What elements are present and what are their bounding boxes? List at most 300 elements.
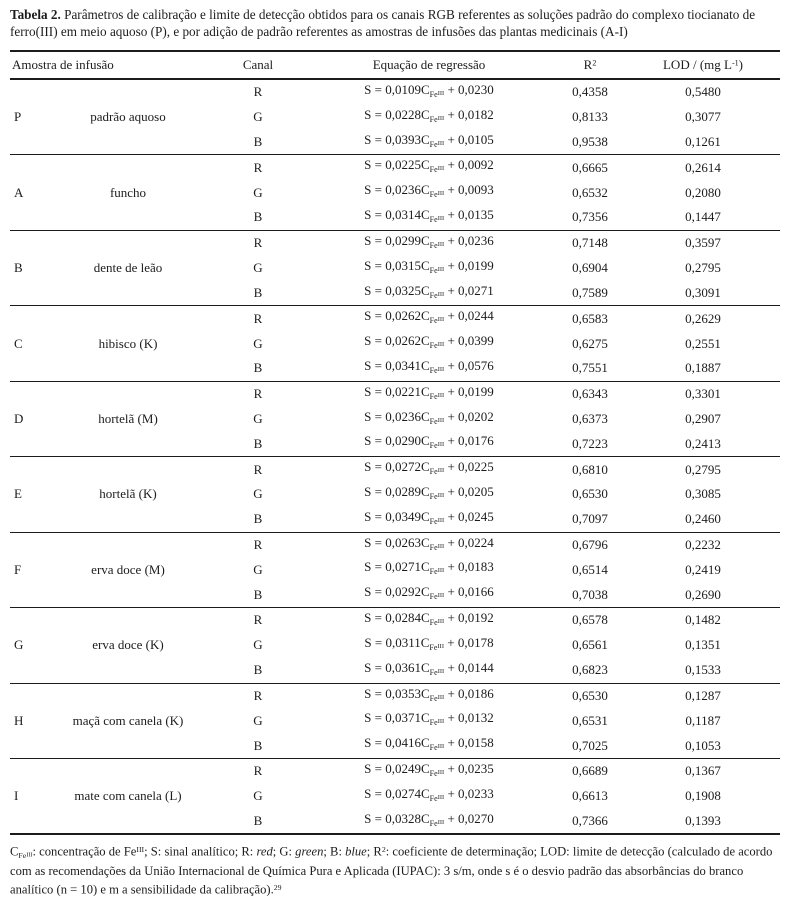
text-segment: III bbox=[437, 265, 445, 273]
text-segment: C bbox=[420, 484, 430, 499]
r2-cell: 0,7551 bbox=[572, 360, 608, 376]
equation-cell bbox=[304, 733, 554, 758]
sample-letter: I bbox=[10, 758, 44, 834]
text-segment: R bbox=[583, 57, 593, 72]
text-segment: III bbox=[437, 768, 445, 776]
text-segment: + 0,0176 bbox=[444, 433, 494, 449]
text-segment: C bbox=[420, 559, 430, 575]
table-header bbox=[10, 51, 780, 79]
equation-cell bbox=[304, 230, 554, 255]
text-segment: S = 0,0284 bbox=[364, 610, 421, 626]
calibration-table bbox=[10, 50, 780, 835]
lod-cell: 0,2795 bbox=[626, 457, 780, 482]
lod-cell: 0,1908 bbox=[685, 788, 721, 804]
text-segment: Fe bbox=[429, 617, 438, 627]
text-segment: + 0,0205 bbox=[444, 484, 494, 499]
lod-cell: 0,3085 bbox=[685, 486, 721, 502]
equation-cell bbox=[304, 582, 554, 607]
table-row bbox=[10, 608, 780, 633]
text-segment: + 0,0245 bbox=[444, 508, 494, 524]
text-segment: III bbox=[437, 542, 445, 550]
text-segment: Fe bbox=[429, 768, 438, 778]
r2-cell: 0,6561 bbox=[572, 637, 608, 653]
text-segment: + 0,0199 bbox=[444, 257, 494, 273]
lod-cell: 0,2080 bbox=[685, 184, 721, 200]
text-segment: Fe bbox=[429, 567, 438, 577]
text-segment: + 0,0233 bbox=[444, 785, 494, 801]
text-segment: C bbox=[420, 534, 430, 550]
col-header-amostra-de-infusao bbox=[10, 51, 212, 79]
text-segment: + 0,0132 bbox=[444, 710, 494, 726]
text-segment: + 0,0236 bbox=[444, 232, 494, 248]
text-segment: Fe bbox=[429, 592, 438, 602]
lod-cell: 0,1187 bbox=[685, 712, 721, 728]
text-segment: III bbox=[437, 642, 444, 650]
equation-cell bbox=[304, 306, 554, 331]
text-segment: Fe bbox=[429, 165, 438, 175]
sample-name: erva doce (M) bbox=[44, 532, 212, 607]
r2-cell: 0,6583 bbox=[554, 306, 626, 331]
text-segment: III bbox=[437, 190, 445, 198]
r2-cell: 0,6613 bbox=[572, 788, 608, 804]
table-row bbox=[10, 306, 780, 331]
text-segment: red bbox=[256, 844, 273, 859]
channel-cell: G bbox=[253, 788, 263, 804]
text-segment: III bbox=[437, 165, 445, 173]
text-segment: Fe bbox=[18, 851, 27, 861]
text-segment: Fe bbox=[429, 416, 438, 426]
text-segment: C bbox=[420, 207, 430, 223]
text-segment: III bbox=[136, 845, 145, 855]
equation-cell bbox=[304, 407, 554, 432]
text-segment: + 0,0093 bbox=[444, 182, 494, 198]
text-segment: S = 0,0262 bbox=[364, 333, 421, 349]
text-segment: Fe bbox=[429, 542, 438, 552]
text-segment: ; B: bbox=[323, 844, 346, 859]
text-segment: S = 0,0315 bbox=[364, 257, 421, 273]
text-segment: + 0,0178 bbox=[443, 634, 494, 650]
text-segment: C bbox=[420, 810, 430, 826]
text-segment: + 0,0186 bbox=[444, 685, 494, 701]
text-segment: + 0,0182 bbox=[444, 106, 494, 122]
text-segment: + 0,0399 bbox=[444, 333, 494, 349]
sample-name: funcho bbox=[44, 155, 212, 230]
text-segment: Fe bbox=[429, 89, 438, 99]
channel-cell: B bbox=[253, 209, 263, 225]
r2-cell: 0,6796 bbox=[554, 532, 626, 557]
text-segment: C bbox=[10, 844, 19, 859]
text-segment: S = 0,0311 bbox=[364, 634, 421, 650]
text-segment: Fe bbox=[429, 667, 438, 677]
lod-cell: 0,1533 bbox=[685, 662, 721, 678]
lod-cell: 0,2907 bbox=[685, 410, 721, 426]
text-segment: S = 0,0228 bbox=[364, 106, 421, 122]
channel-cell: G bbox=[253, 260, 263, 276]
text-segment: S = 0,0221 bbox=[364, 383, 421, 399]
equation-cell bbox=[304, 155, 554, 180]
equation-cell bbox=[304, 532, 554, 557]
equation-cell bbox=[304, 457, 554, 482]
text-segment: III bbox=[437, 214, 445, 222]
lod-cell: 0,2690 bbox=[685, 586, 721, 602]
text-segment: Fe bbox=[429, 240, 438, 250]
channel-cell: G bbox=[253, 637, 263, 653]
r2-cell: 0,6530 bbox=[572, 486, 608, 502]
channel-cell: R bbox=[212, 306, 304, 331]
sample-name: hibisco (K) bbox=[44, 306, 212, 381]
text-segment: + 0,0135 bbox=[444, 207, 494, 223]
sample-name: maçã com canela (K) bbox=[44, 683, 212, 758]
text-segment: Fe bbox=[429, 290, 438, 300]
sample-name: hortelã (K) bbox=[44, 457, 212, 532]
text-segment: III bbox=[437, 818, 445, 826]
sample-letter: B bbox=[10, 230, 44, 305]
table-row bbox=[10, 230, 780, 255]
equation-cell bbox=[304, 356, 554, 381]
r2-cell: 0,8133 bbox=[572, 109, 608, 125]
text-segment: blue bbox=[345, 844, 367, 859]
lod-cell: 0,1482 bbox=[626, 608, 780, 633]
r2-cell: 0,6532 bbox=[572, 184, 608, 200]
text-segment: C bbox=[420, 383, 430, 399]
r2-cell: 0,7589 bbox=[572, 284, 608, 300]
text-segment: Fe bbox=[429, 742, 438, 752]
lod-cell: 0,5480 bbox=[685, 84, 721, 100]
channel-cell: G bbox=[253, 410, 263, 426]
text-segment: + 0,0183 bbox=[444, 559, 494, 575]
lod-cell: 0,1367 bbox=[626, 758, 780, 783]
text-segment: S = 0,0349 bbox=[364, 508, 421, 524]
text-segment: C bbox=[420, 333, 430, 349]
channel-cell: G bbox=[253, 109, 263, 125]
equation-cell bbox=[304, 683, 554, 708]
text-segment: S = 0,0299 bbox=[364, 232, 421, 248]
text-segment: III bbox=[437, 667, 445, 675]
channel-cell: G bbox=[253, 561, 263, 577]
col-header-lod bbox=[626, 51, 780, 79]
text-segment: C bbox=[420, 257, 430, 273]
channel-cell: B bbox=[253, 435, 263, 451]
text-segment: III bbox=[437, 139, 445, 147]
lod-cell: 0,2629 bbox=[626, 306, 780, 331]
text-segment: C bbox=[420, 357, 430, 373]
col-header-equacao-de-regressao bbox=[304, 51, 554, 79]
equation-cell bbox=[304, 557, 554, 582]
text-segment: S = 0,0263 bbox=[364, 534, 421, 550]
sample-letter: E bbox=[10, 457, 44, 532]
text-segment: C bbox=[420, 785, 430, 801]
lod-cell: 0,1053 bbox=[685, 737, 721, 753]
text-segment: Fe bbox=[429, 190, 438, 200]
equation-cell bbox=[304, 381, 554, 406]
r2-cell: 0,7097 bbox=[572, 511, 608, 527]
table-row bbox=[10, 532, 780, 557]
lod-cell: 0,2419 bbox=[685, 561, 721, 577]
equation-cell bbox=[304, 708, 554, 733]
sample-name: dente de leão bbox=[44, 230, 212, 305]
equation-cell bbox=[304, 331, 554, 356]
equation-cell bbox=[304, 507, 554, 532]
text-segment: S = 0,0371 bbox=[364, 710, 421, 726]
channel-cell: G bbox=[253, 712, 263, 728]
equation-cell bbox=[304, 633, 554, 658]
text-segment: III bbox=[437, 491, 445, 499]
lod-cell: 0,1261 bbox=[685, 134, 721, 150]
text-segment: ; S: sinal analítico; R: bbox=[144, 844, 257, 859]
text-segment: + 0,0199 bbox=[444, 383, 494, 399]
r2-cell: 0,4358 bbox=[572, 84, 608, 100]
text-segment: S = 0,0289 bbox=[364, 484, 421, 499]
sample-letter: A bbox=[10, 155, 44, 230]
text-segment: III bbox=[26, 851, 33, 859]
table-row bbox=[10, 381, 780, 406]
text-segment: C bbox=[420, 610, 430, 626]
sample-letter: G bbox=[10, 608, 44, 683]
equation-cell bbox=[304, 431, 554, 456]
channel-cell: G bbox=[253, 184, 263, 200]
text-segment: S = 0,0236 bbox=[364, 408, 421, 424]
lod-cell: 0,3301 bbox=[626, 381, 780, 406]
text-segment: Fe bbox=[429, 316, 438, 326]
text-segment: III bbox=[437, 592, 445, 600]
r2-cell: 0,7223 bbox=[572, 435, 608, 451]
channel-cell: B bbox=[253, 511, 263, 527]
text-segment: S = 0,0272 bbox=[364, 459, 421, 475]
text-segment: + 0,0576 bbox=[444, 357, 494, 373]
text-segment: III bbox=[437, 114, 445, 122]
r2-cell: 0,6531 bbox=[572, 712, 608, 728]
lod-cell: 0,2232 bbox=[626, 532, 780, 557]
text-segment: S = 0,0262 bbox=[364, 308, 421, 324]
text-segment: S = 0,0271 bbox=[364, 559, 421, 575]
channel-cell: B bbox=[253, 812, 263, 828]
text-segment: III bbox=[437, 391, 445, 399]
table-footnote bbox=[10, 842, 780, 897]
text-segment: III bbox=[437, 567, 445, 575]
text-segment: III bbox=[437, 441, 445, 449]
equation-cell bbox=[304, 658, 554, 683]
text-segment: III bbox=[437, 290, 445, 298]
text-segment: ; R bbox=[366, 844, 382, 859]
channel-cell: R bbox=[253, 84, 263, 100]
text-segment: + 0,0144 bbox=[444, 659, 494, 675]
text-segment: ) bbox=[738, 57, 743, 72]
text-segment: C bbox=[420, 459, 430, 475]
equation-cell bbox=[304, 758, 554, 783]
channel-cell: R bbox=[212, 381, 304, 406]
channel-cell: B bbox=[253, 360, 263, 376]
text-segment: C bbox=[420, 584, 430, 600]
lod-cell: 0,2460 bbox=[685, 511, 721, 527]
r2-cell: 0,6530 bbox=[554, 683, 626, 708]
channel-cell: B bbox=[253, 134, 263, 150]
text-segment: + 0,0105 bbox=[444, 131, 494, 147]
text-segment: Fe bbox=[429, 693, 438, 703]
lod-cell: 0,2413 bbox=[685, 435, 721, 451]
text-segment: Amostra de infusão bbox=[12, 57, 114, 72]
text-segment: : concentração de Fe bbox=[32, 844, 137, 859]
text-segment: Canal bbox=[242, 57, 274, 72]
text-segment: Fe bbox=[429, 467, 438, 476]
r2-cell: 0,7356 bbox=[572, 209, 608, 225]
channel-cell: R bbox=[212, 457, 304, 482]
text-segment: C bbox=[420, 508, 430, 524]
r2-cell: 0,6373 bbox=[572, 410, 608, 426]
text-segment: S = 0,0393 bbox=[364, 131, 421, 147]
text-segment: Fe bbox=[429, 139, 438, 149]
lod-cell: 0,1887 bbox=[685, 360, 721, 376]
text-segment: S = 0,0353 bbox=[364, 685, 421, 701]
equation-cell bbox=[304, 482, 554, 507]
channel-cell: B bbox=[253, 586, 263, 602]
text-segment: Fe bbox=[429, 391, 438, 401]
text-segment: C bbox=[420, 760, 430, 776]
r2-cell: 0,6689 bbox=[554, 758, 626, 783]
text-segment: C bbox=[420, 308, 430, 324]
equation-cell bbox=[304, 180, 554, 205]
lod-cell: 0,2551 bbox=[685, 335, 721, 351]
table-row bbox=[10, 457, 780, 482]
text-segment: C bbox=[420, 735, 430, 751]
text-segment: : coeficiente de determinação; LOD: limite de detecção (calculado de acordo com as recomendações da União Internacional de Química Pura e Aplicada (IUPAC): 3 s/m, onde s é o desvio padrão das absorbâncias do branco analítico (n = 10) e m a sensibilidade da calibração). bbox=[10, 844, 773, 897]
text-segment: -1 bbox=[731, 58, 739, 68]
text-segment: S = 0,0361 bbox=[364, 659, 421, 675]
text-segment: 29 bbox=[273, 882, 282, 892]
table-caption bbox=[10, 7, 780, 40]
equation-cell bbox=[304, 256, 554, 281]
sample-letter: H bbox=[10, 683, 44, 758]
text-segment: C bbox=[420, 131, 430, 147]
sample-name: padrão aquoso bbox=[90, 109, 166, 125]
text-segment: III bbox=[437, 742, 445, 750]
text-segment: III bbox=[437, 89, 445, 97]
r2-cell: 0,7366 bbox=[572, 812, 608, 828]
sample-name: mate com canela (L) bbox=[44, 758, 212, 834]
text-segment: S = 0,0292 bbox=[364, 584, 421, 600]
text-segment: Fe bbox=[429, 114, 438, 124]
sample-letter: P bbox=[14, 109, 22, 125]
text-segment: + 0,0235 bbox=[444, 760, 494, 776]
text-segment: C bbox=[420, 106, 430, 122]
text-segment: Fe bbox=[429, 516, 438, 526]
equation-cell bbox=[304, 205, 554, 230]
table-row bbox=[10, 758, 780, 783]
r2-cell: 0,9538 bbox=[572, 134, 608, 150]
text-segment: Equação de regressão bbox=[372, 57, 486, 72]
text-segment: C bbox=[420, 157, 430, 173]
col-header-r2 bbox=[554, 51, 626, 79]
lod-cell: 0,3077 bbox=[685, 109, 721, 125]
lod-cell: 0,2795 bbox=[685, 260, 721, 276]
channel-cell: B bbox=[253, 662, 263, 678]
text-segment: Fe bbox=[429, 441, 438, 451]
text-segment: Fe bbox=[429, 491, 438, 501]
text-segment: ; G: bbox=[272, 844, 296, 859]
text-segment: Fe bbox=[429, 642, 438, 652]
text-segment: C bbox=[420, 408, 430, 424]
r2-cell: 0,7148 bbox=[554, 230, 626, 255]
channel-cell: R bbox=[212, 230, 304, 255]
text-segment: III bbox=[437, 416, 445, 424]
equation-cell bbox=[304, 79, 554, 105]
text-segment: + 0,0230 bbox=[444, 82, 494, 97]
r2-cell: 0,6343 bbox=[554, 381, 626, 406]
sample-name: hortelã (M) bbox=[44, 381, 212, 456]
channel-cell: R bbox=[212, 758, 304, 783]
text-segment: Fe bbox=[429, 265, 438, 275]
text-segment: C bbox=[420, 182, 430, 198]
text-segment: + 0,0202 bbox=[444, 408, 494, 424]
text-segment: Fe bbox=[429, 214, 438, 224]
text-segment: LOD / (mg L bbox=[662, 57, 732, 72]
r2-cell: 0,6810 bbox=[554, 457, 626, 482]
table-row bbox=[10, 79, 780, 105]
text-segment: Fe bbox=[429, 793, 438, 803]
text-segment: Fe bbox=[429, 718, 438, 728]
text-segment: + 0,0244 bbox=[444, 308, 494, 324]
text-segment: Fe bbox=[429, 365, 438, 375]
sample-letter: C bbox=[10, 306, 44, 381]
text-segment: III bbox=[437, 340, 445, 348]
r2-cell: 0,6904 bbox=[572, 260, 608, 276]
lod-cell: 0,1447 bbox=[685, 209, 721, 225]
text-segment: C bbox=[420, 710, 430, 726]
channel-cell: B bbox=[253, 737, 263, 753]
text-segment: Fe bbox=[429, 340, 438, 350]
lod-cell: 0,1287 bbox=[626, 683, 780, 708]
sample-letter: D bbox=[10, 381, 44, 456]
equation-cell bbox=[304, 130, 554, 155]
text-segment: S = 0,0341 bbox=[364, 357, 421, 373]
channel-cell: G bbox=[253, 486, 263, 502]
table-caption-label: Tabela 2. bbox=[10, 7, 61, 22]
text-segment: S = 0,0274 bbox=[364, 785, 421, 801]
text-segment: C bbox=[420, 634, 430, 650]
text-segment: S = 0,0314 bbox=[364, 207, 421, 223]
r2-cell: 0,7025 bbox=[572, 737, 608, 753]
channel-cell: R bbox=[212, 683, 304, 708]
text-segment: 2 bbox=[381, 845, 386, 855]
text-segment: + 0,0270 bbox=[444, 810, 494, 826]
text-segment: + 0,0166 bbox=[444, 584, 494, 600]
text-segment: Fe bbox=[429, 818, 438, 828]
text-segment: III bbox=[437, 316, 445, 324]
equation-cell bbox=[304, 105, 554, 130]
text-segment: + 0,0192 bbox=[444, 610, 494, 626]
r2-cell: 0,6665 bbox=[554, 155, 626, 180]
lod-cell: 0,1351 bbox=[685, 637, 721, 653]
text-segment: C bbox=[420, 282, 430, 298]
lod-cell: 0,3091 bbox=[685, 284, 721, 300]
table-body bbox=[10, 79, 780, 834]
r2-cell: 0,6823 bbox=[572, 662, 608, 678]
r2-cell: 0,7038 bbox=[572, 586, 608, 602]
text-segment: + 0,0158 bbox=[444, 735, 494, 751]
text-segment: + 0,0224 bbox=[444, 534, 494, 550]
text-segment: + 0,0092 bbox=[444, 157, 494, 173]
r2-cell: 0,6275 bbox=[572, 335, 608, 351]
text-segment: III bbox=[437, 693, 445, 701]
text-segment: III bbox=[437, 466, 445, 474]
equation-cell bbox=[304, 281, 554, 306]
table-row bbox=[10, 155, 780, 180]
text-segment: III bbox=[437, 365, 445, 373]
equation-cell bbox=[304, 784, 554, 809]
text-segment: S = 0,0249 bbox=[364, 760, 421, 776]
table-header-row bbox=[10, 51, 780, 79]
text-segment: C bbox=[420, 82, 430, 97]
text-segment: 2 bbox=[592, 58, 597, 68]
